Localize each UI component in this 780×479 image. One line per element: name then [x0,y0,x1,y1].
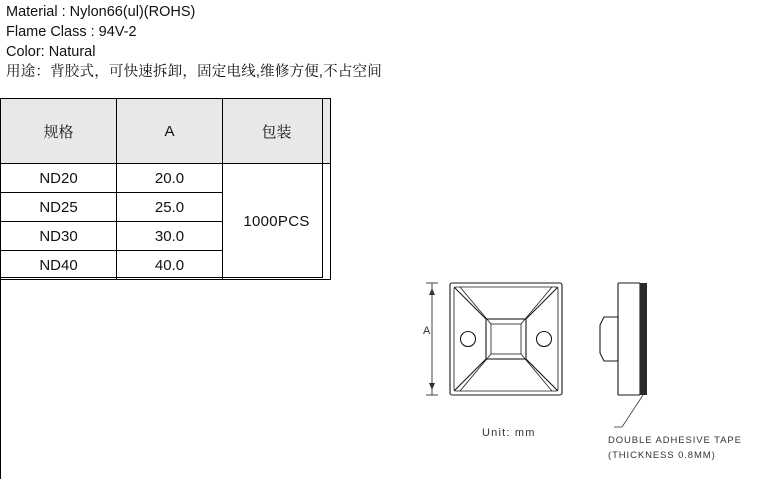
table-header-spec: 规格 [1,99,117,164]
adhesive-tape-label-line2: (THICKNESS 0.8MM) [608,450,716,461]
spec-line-flame-class: Flame Class : 94V-2 [6,24,137,40]
side-view-mount [600,283,647,395]
table-header-packaging: 包装 [223,99,331,164]
cell-spec: ND20 [1,164,117,193]
top-view-mount [450,283,562,395]
unit-label: Unit: mm [482,427,536,439]
spec-table-head [1,99,331,164]
spec-table-body [1,164,331,280]
technical-drawing [390,255,780,479]
spec-line-color: Color: Natural [6,44,96,60]
table-header-a: A [117,99,223,164]
cell-a: 25.0 [117,193,223,222]
dimension-label-a: A [423,325,431,337]
adhesive-tape-label [608,433,742,463]
cell-spec: ND30 [1,222,117,251]
cell-a: 40.0 [117,251,223,280]
table-header-row [1,99,331,164]
cell-spec: ND25 [1,193,117,222]
spec-table-container [0,98,331,280]
cell-packaging: 1000PCS [223,164,331,280]
material-spec-block [6,2,526,82]
spec-line-usage: 用途：背胶式，可快速拆卸，固定电线,维修方便,不占空间 [6,64,382,80]
adhesive-tape-label-line1: DOUBLE ADHESIVE TAPE [608,435,742,446]
spec-line-material: Material : Nylon66(ul)(ROHS) [6,4,196,20]
cell-a: 30.0 [117,222,223,251]
cell-spec: ND40 [1,251,117,280]
cell-a: 20.0 [117,164,223,193]
dimension-arrow-a [426,283,438,395]
spec-table [0,98,331,280]
tape-leader-line [614,395,643,427]
table-row [1,164,331,193]
